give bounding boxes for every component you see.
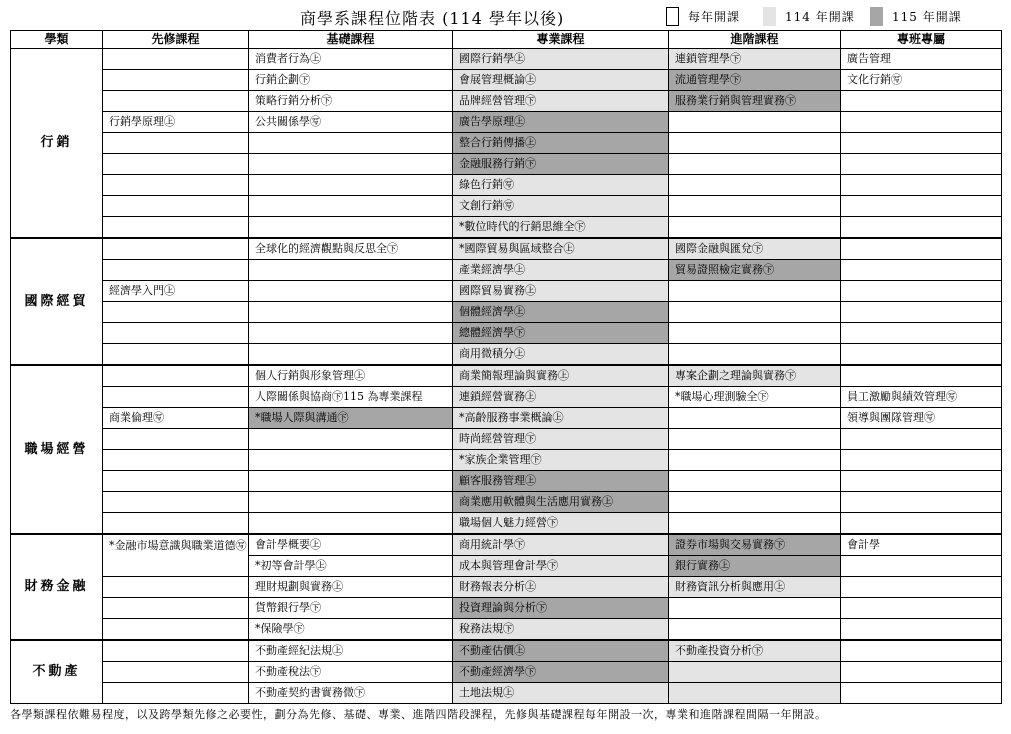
cell-pre xyxy=(103,365,249,387)
cell-ded xyxy=(841,112,1002,133)
table-row xyxy=(11,450,1002,471)
cell-basic xyxy=(249,302,453,323)
cell-pre xyxy=(103,387,249,408)
table-row xyxy=(11,471,1002,492)
cell-major: 顧客服務管理㊤ xyxy=(453,471,669,492)
cell-pre: 經濟學入門㊤ xyxy=(103,281,249,302)
table-row xyxy=(11,175,1002,196)
cell-ded xyxy=(841,323,1002,344)
cell-basic xyxy=(249,154,453,175)
cell-major: 會展管理概論㊤ xyxy=(453,70,669,91)
category-finance: 財務金融 xyxy=(11,534,103,640)
cell-basic xyxy=(249,217,453,239)
cell-ded xyxy=(841,260,1002,281)
cell-pre: *金融市場意識與職業道德㊢ xyxy=(103,534,249,577)
cell-basic xyxy=(249,429,453,450)
cell-ded: 會計學 xyxy=(841,534,1002,556)
cell-ded xyxy=(841,492,1002,513)
cell-pre xyxy=(103,471,249,492)
table-row xyxy=(11,302,1002,323)
table-row xyxy=(11,534,1002,556)
cell-ded xyxy=(841,683,1002,704)
cell-pre xyxy=(103,577,249,598)
page-title: 商學系課程位階表 (114 學年以後) xyxy=(300,9,565,28)
legend-swatch-dark xyxy=(870,7,883,26)
legend-swatch-light xyxy=(763,7,776,26)
cell-basic: *職場人際與溝通㊦ xyxy=(249,408,453,429)
cell-basic: 貨幣銀行學㊦ xyxy=(249,598,453,619)
cell-adv: *職場心理測驗全㊦ xyxy=(669,387,841,408)
cell-pre xyxy=(103,344,249,366)
header-advanced: 進階課程 xyxy=(669,31,841,49)
cell-ded xyxy=(841,450,1002,471)
cell-pre xyxy=(103,260,249,281)
cell-adv xyxy=(669,408,841,429)
cell-adv xyxy=(669,217,841,239)
cell-basic xyxy=(249,492,453,513)
cell-adv xyxy=(669,133,841,154)
cell-major: 商業簡報理論與實務㊤ xyxy=(453,365,669,387)
table-row xyxy=(11,577,1002,598)
cell-pre xyxy=(103,133,249,154)
cell-pre xyxy=(103,238,249,260)
cell-adv xyxy=(669,175,841,196)
table-row xyxy=(11,323,1002,344)
cell-adv xyxy=(669,619,841,641)
cell-basic: 策略行銷分析㊦ xyxy=(249,91,453,112)
cell-pre xyxy=(103,49,249,70)
table-row xyxy=(11,70,1002,91)
category-international-trade: 國際經貿 xyxy=(11,238,103,365)
cell-major: *高齡服務事業概論㊤ xyxy=(453,408,669,429)
cell-ded: 員工激勵與績效管理㊢ xyxy=(841,387,1002,408)
cell-adv: 銀行實務㊤ xyxy=(669,556,841,577)
cell-ded xyxy=(841,302,1002,323)
table-row xyxy=(11,260,1002,281)
cell-basic: 消費者行為㊤ xyxy=(249,49,453,70)
cell-major: 文創行銷㊢ xyxy=(453,196,669,217)
table-row xyxy=(11,619,1002,641)
table-row xyxy=(11,387,1002,408)
cell-ded xyxy=(841,154,1002,175)
table-row xyxy=(11,133,1002,154)
legend-every-year-label: 每年開課 xyxy=(688,10,741,24)
cell-major: 不動產估價㊤ xyxy=(453,640,669,662)
cell-major: 不動產經濟學㊦ xyxy=(453,662,669,683)
header-basic: 基礎課程 xyxy=(249,31,453,49)
cell-major: 商用微積分㊤ xyxy=(453,344,669,366)
cell-adv: 不動產投資分析㊦ xyxy=(669,640,841,662)
cell-adv: 連鎖管理學㊦ xyxy=(669,49,841,70)
table-row xyxy=(11,281,1002,302)
cell-pre: 商業倫理㊢ xyxy=(103,408,249,429)
cell-basic: 不動產經紀法規㊤ xyxy=(249,640,453,662)
cell-major: 財務報表分析㊤ xyxy=(453,577,669,598)
cell-basic xyxy=(249,344,453,366)
cell-adv xyxy=(669,683,841,704)
cell-pre xyxy=(103,323,249,344)
cell-adv: 貿易證照檢定實務㊦ xyxy=(669,260,841,281)
header-major: 專業課程 xyxy=(453,31,669,49)
cell-basic: *保險學㊦ xyxy=(249,619,453,641)
page-header xyxy=(0,0,1011,30)
cell-pre xyxy=(103,91,249,112)
cell-major: 品牌經營管理㊦ xyxy=(453,91,669,112)
course-table xyxy=(10,30,1002,704)
table-row xyxy=(11,598,1002,619)
cell-ded xyxy=(841,640,1002,662)
cell-adv xyxy=(669,513,841,535)
table-header-row xyxy=(11,31,1002,49)
cell-pre xyxy=(103,662,249,683)
cell-adv xyxy=(669,281,841,302)
table-row xyxy=(11,91,1002,112)
legend-114 xyxy=(763,7,855,26)
cell-major: 整合行銷傳播㊤ xyxy=(453,133,669,154)
cell-ded xyxy=(841,471,1002,492)
cell-adv xyxy=(669,196,841,217)
cell-ded xyxy=(841,429,1002,450)
category-real-estate: 不動產 xyxy=(11,640,103,704)
cell-adv: 流通管理學㊦ xyxy=(669,70,841,91)
legend-115 xyxy=(870,7,962,26)
cell-adv xyxy=(669,598,841,619)
cell-basic: 會計學概要㊤ xyxy=(249,534,453,556)
cell-adv: 國際金融與匯兌㊦ xyxy=(669,238,841,260)
cell-major: 稅務法規㊦ xyxy=(453,619,669,641)
table-row xyxy=(11,112,1002,133)
cell-adv xyxy=(669,492,841,513)
cell-adv xyxy=(669,471,841,492)
cell-ded: 領導與團隊管理㊢ xyxy=(841,408,1002,429)
cell-major: 時尚經營管理㊦ xyxy=(453,429,669,450)
cell-basic: 不動產契約書實務微㊦ xyxy=(249,683,453,704)
cell-pre xyxy=(103,492,249,513)
cell-ded: 廣告管理 xyxy=(841,49,1002,70)
cell-ded xyxy=(841,217,1002,239)
table-row xyxy=(11,492,1002,513)
table-row xyxy=(11,196,1002,217)
cell-ded xyxy=(841,196,1002,217)
cell-basic: 個人行銷與形象管理㊤ xyxy=(249,365,453,387)
cell-adv: 財務資訊分析與應用㊤ xyxy=(669,577,841,598)
legend-114-label: 114 年開課 xyxy=(785,10,855,24)
table-row xyxy=(11,640,1002,662)
legend-every-year xyxy=(666,7,740,26)
cell-adv xyxy=(669,662,841,683)
cell-pre xyxy=(103,302,249,323)
cell-pre xyxy=(103,450,249,471)
table-row xyxy=(11,683,1002,704)
cell-basic: 理財規劃與實務㊤ xyxy=(249,577,453,598)
cell-pre xyxy=(103,683,249,704)
cell-major: 總體經濟學㊦ xyxy=(453,323,669,344)
cell-basic: 不動產稅法㊦ xyxy=(249,662,453,683)
cell-pre xyxy=(103,196,249,217)
cell-adv: 專案企劃之理論與實務㊦ xyxy=(669,365,841,387)
cell-basic xyxy=(249,323,453,344)
table-row xyxy=(11,49,1002,70)
cell-adv xyxy=(669,154,841,175)
cell-adv: 服務業行銷與管理實務㊦ xyxy=(669,91,841,112)
cell-pre xyxy=(103,154,249,175)
cell-major: 產業經濟學㊤ xyxy=(453,260,669,281)
cell-basic xyxy=(249,281,453,302)
cell-major: *家族企業管理㊦ xyxy=(453,450,669,471)
cell-major: 土地法規㊤ xyxy=(453,683,669,704)
cell-pre: 行銷學原理㊤ xyxy=(103,112,249,133)
cell-major: 投資理論與分析㊦ xyxy=(453,598,669,619)
cell-major: 職場個人魅力經營㊦ xyxy=(453,513,669,535)
table-row xyxy=(11,154,1002,175)
cell-ded xyxy=(841,598,1002,619)
cell-major: 綠色行銷㊢ xyxy=(453,175,669,196)
cell-basic: *初等會計學㊤ xyxy=(249,556,453,577)
cell-major: 國際貿易實務㊤ xyxy=(453,281,669,302)
cell-ded xyxy=(841,281,1002,302)
header-dedicated: 專班專屬 xyxy=(841,31,1002,49)
cell-major: 個體經濟學㊤ xyxy=(453,302,669,323)
cell-ded xyxy=(841,238,1002,260)
cell-basic: 行銷企劃㊦ xyxy=(249,70,453,91)
cell-major: *數位時代的行銷思維全㊦ xyxy=(453,217,669,239)
cell-adv xyxy=(669,302,841,323)
cell-basic xyxy=(249,133,453,154)
table-row xyxy=(11,513,1002,535)
header-prerequisite: 先修課程 xyxy=(103,31,249,49)
cell-basic: 人際關係與協商㊦115 為專業課程 xyxy=(249,387,453,408)
cell-ded xyxy=(841,133,1002,154)
table-row xyxy=(11,238,1002,260)
cell-adv xyxy=(669,323,841,344)
cell-pre xyxy=(103,640,249,662)
cell-basic: 全球化的經濟觀點與反思全㊦ xyxy=(249,238,453,260)
category-marketing: 行銷 xyxy=(11,49,103,239)
cell-pre xyxy=(103,217,249,239)
cell-ded: 文化行銷㊢ xyxy=(841,70,1002,91)
cell-major: 國際行銷學㊤ xyxy=(453,49,669,70)
cell-major: 成本與管理會計學㊦ xyxy=(453,556,669,577)
cell-ded xyxy=(841,344,1002,366)
cell-pre xyxy=(103,429,249,450)
cell-basic xyxy=(249,471,453,492)
cell-adv xyxy=(669,450,841,471)
cell-major: 連鎖經營實務㊤ xyxy=(453,387,669,408)
cell-adv xyxy=(669,429,841,450)
cell-ded xyxy=(841,91,1002,112)
cell-ded xyxy=(841,513,1002,535)
table-row xyxy=(11,662,1002,683)
cell-pre xyxy=(103,598,249,619)
cell-ded xyxy=(841,662,1002,683)
legend-115-label: 115 年開課 xyxy=(892,10,962,24)
cell-basic xyxy=(249,450,453,471)
table-row xyxy=(11,217,1002,239)
legend-swatch-white xyxy=(666,7,679,26)
cell-basic xyxy=(249,196,453,217)
cell-pre xyxy=(103,619,249,641)
cell-major: 廣告學原理㊤ xyxy=(453,112,669,133)
cell-adv: 證券市場與交易實務㊦ xyxy=(669,534,841,556)
cell-pre xyxy=(103,70,249,91)
cell-adv xyxy=(669,112,841,133)
table-row xyxy=(11,408,1002,429)
cell-basic: 公共關係學㊢ xyxy=(249,112,453,133)
cell-pre xyxy=(103,175,249,196)
table-row xyxy=(11,344,1002,366)
cell-major: 商用統計學㊦ xyxy=(453,534,669,556)
footer-note: 各學類課程依難易程度，以及跨學類先修之必要性，劃分為先修、基礎、專業、進階四階段課程，先修與基礎課程每年開設一次，專業和進階課程間隔一年開設。 xyxy=(10,708,827,721)
cell-basic xyxy=(249,260,453,281)
cell-basic xyxy=(249,513,453,535)
cell-ded xyxy=(841,365,1002,387)
cell-major: 商業應用軟體與生活應用實務㊤ xyxy=(453,492,669,513)
category-workplace: 職場經營 xyxy=(11,365,103,534)
table-row xyxy=(11,365,1002,387)
cell-ded xyxy=(841,556,1002,577)
cell-major: 金融服務行銷㊦ xyxy=(453,154,669,175)
cell-ded xyxy=(841,175,1002,196)
cell-major: *國際貿易與區域整合㊤ xyxy=(453,238,669,260)
cell-pre xyxy=(103,513,249,535)
cell-ded xyxy=(841,619,1002,641)
table-row xyxy=(11,429,1002,450)
cell-adv xyxy=(669,344,841,366)
cell-basic xyxy=(249,175,453,196)
header-category: 學類 xyxy=(11,31,103,49)
cell-ded xyxy=(841,577,1002,598)
